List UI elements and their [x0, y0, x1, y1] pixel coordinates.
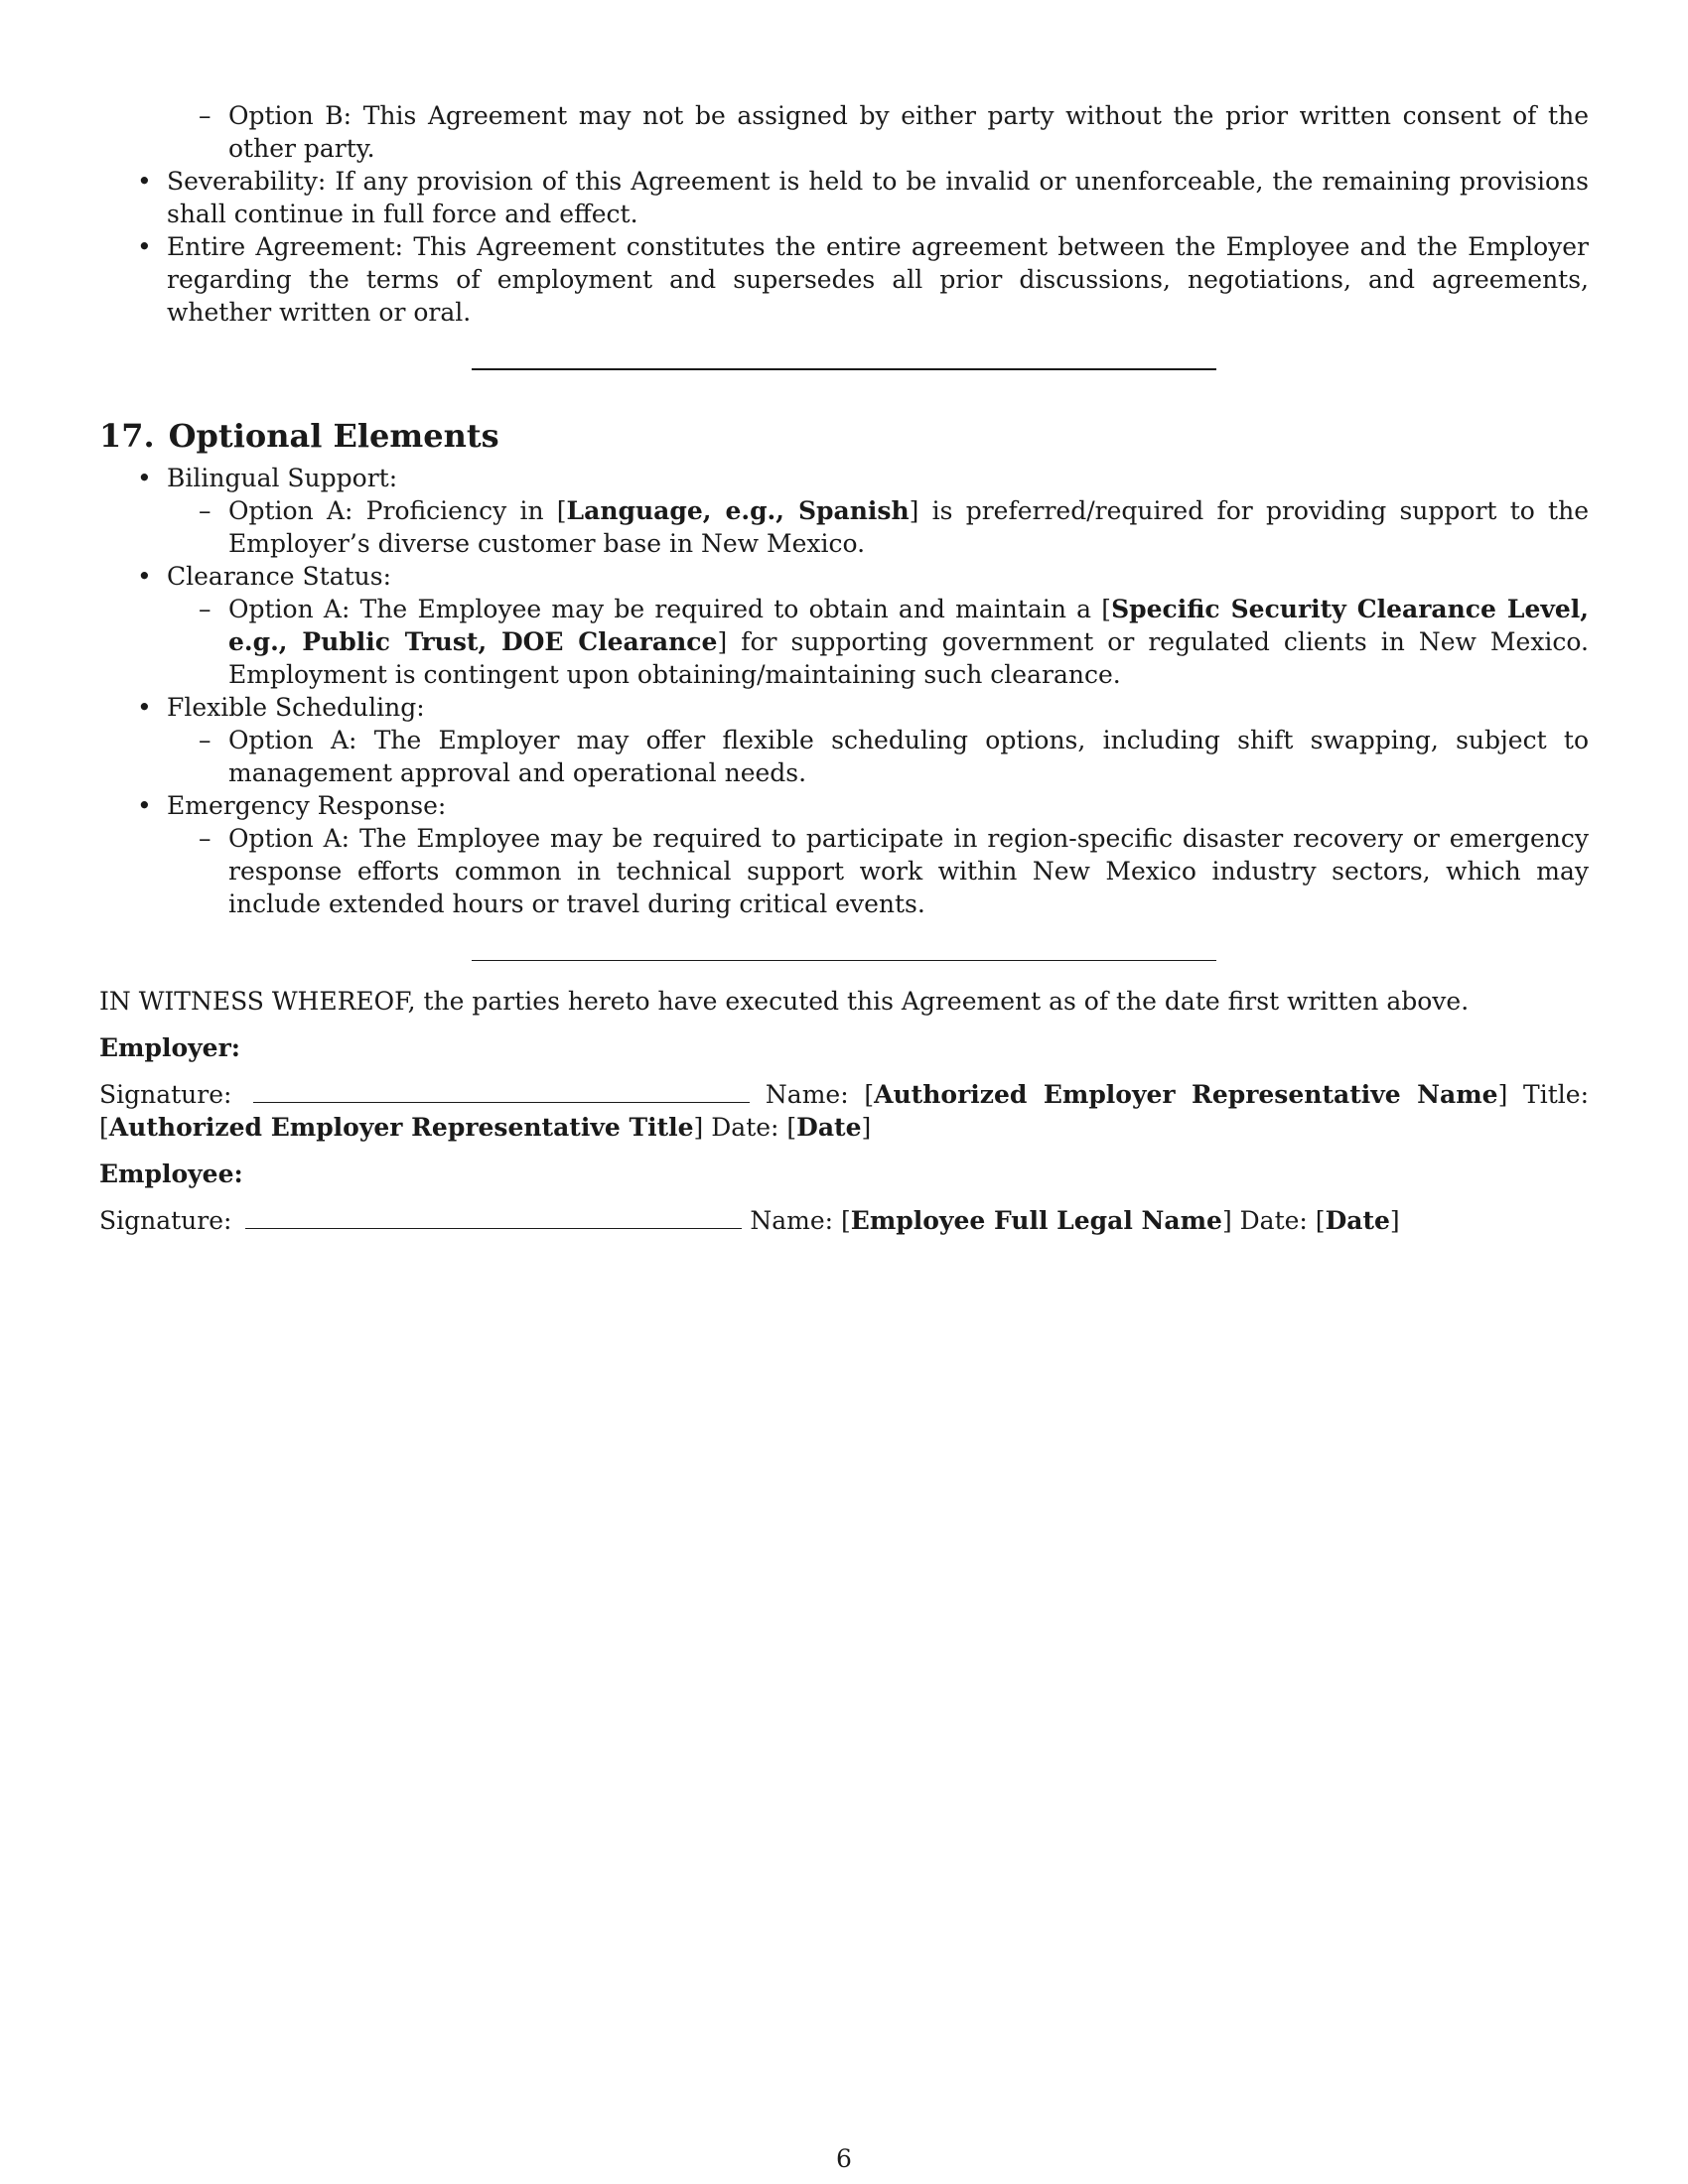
- witness-statement: IN WITNESS WHEREOF, the parties hereto have executed this Agreement as of the date first written above.: [99, 987, 1470, 1016]
- emergency-option-a: [99, 822, 1589, 920]
- employer-label: Employer:: [99, 1033, 240, 1062]
- employee-label: Employee:: [99, 1160, 243, 1188]
- option-b-item: [99, 99, 1589, 165]
- employer-title-label: ] Title: [: [99, 1080, 1589, 1142]
- employer-signature-block: [99, 1078, 1589, 1144]
- section-title: Optional Elements: [168, 417, 499, 455]
- section-divider: [472, 368, 1216, 370]
- page-number: 6: [836, 2144, 852, 2173]
- flexible-text: Option A: The Employer may offer flexible scheduling options, including shift swapping, subject to management approval and operational needs.: [228, 726, 1589, 787]
- employer-close-bracket: ]: [861, 1113, 872, 1142]
- clearance-level-placeholder: Specific Security Clearance Level, e.g., Public Trust, DOE Clearance: [228, 595, 1589, 656]
- bilingual-text-pre: Option A: Proficiency in [: [228, 496, 567, 525]
- employee-name-label: Name: [: [750, 1206, 851, 1235]
- clearance-status-item: [99, 560, 1589, 593]
- clearance-text-post: ] for supporting government or regulated clients in New Mexico. Employment is contingent upon obtaining/maintaining such clearance.: [228, 627, 1589, 689]
- emergency-response-item: [99, 789, 1589, 822]
- section-17-heading: [99, 416, 1589, 456]
- employer-name-placeholder: Authorized Employer Representative Name: [874, 1080, 1498, 1109]
- emergency-response-label: Emergency Response:: [167, 791, 447, 820]
- language-placeholder: Language, e.g., Spanish: [566, 496, 910, 525]
- bilingual-text-post: ] is preferred/required for providing support to the Employer’s diverse customer base in New Mexico.: [228, 496, 1589, 558]
- section-number: 17.: [99, 417, 155, 455]
- employer-date-placeholder: Date: [796, 1113, 862, 1142]
- flexible-scheduling-label: Flexible Scheduling:: [167, 693, 425, 722]
- clearance-status-label: Clearance Status:: [167, 562, 392, 591]
- optional-elements-list: [99, 462, 1589, 920]
- entire-agreement-item: [99, 230, 1589, 329]
- continued-provisions-list: [99, 99, 1589, 329]
- employee-signature-line[interactable]: [245, 1206, 742, 1229]
- emergency-text: Option A: The Employee may be required to participate in region-specific disaster recovery or emergency response efforts common in technical support work within New Mexico industry sectors, which may include extended hours or travel during critical events.: [228, 824, 1589, 918]
- employer-name-label: Name: [: [765, 1080, 875, 1109]
- clearance-option-a: [99, 593, 1589, 691]
- option-b-text: Option B: This Agreement may not be assigned by either party without the prior written consent of the other party.: [228, 101, 1589, 163]
- clearance-text-pre: Option A: The Employee may be required to obtain and maintain a [: [228, 595, 1112, 623]
- flexible-option-a: [99, 724, 1589, 789]
- employee-name-placeholder: Employee Full Legal Name: [850, 1206, 1222, 1235]
- entire-agreement-text: Entire Agreement: This Agreement constitutes the entire agreement between the Employee and the Employer regarding the terms of employment and supersedes all prior discussions, negotiations, and agreements, whether written or oral.: [167, 232, 1589, 327]
- employer-signature-label: Signature:: [99, 1080, 232, 1109]
- bilingual-support-label: Bilingual Support:: [167, 464, 398, 492]
- severability-text: Severability: If any provision of this Agreement is held to be invalid or unenforceable, the remaining provisions shall continue in full force and effect.: [167, 167, 1589, 228]
- employee-signature-block: [99, 1204, 1589, 1237]
- employee-close-bracket: ]: [1389, 1206, 1400, 1235]
- employee-date-label: ] Date: [: [1221, 1206, 1326, 1235]
- document-page: [99, 99, 1589, 1237]
- employer-title-placeholder: Authorized Employer Representative Title: [108, 1113, 694, 1142]
- employee-date-placeholder: Date: [1325, 1206, 1390, 1235]
- bilingual-support-item: [99, 462, 1589, 494]
- employee-signature-label: Signature:: [99, 1206, 232, 1235]
- employer-date-label: ] Date: [: [693, 1113, 797, 1142]
- witness-divider: [472, 960, 1216, 961]
- flexible-scheduling-item: [99, 691, 1589, 724]
- severability-item: [99, 165, 1589, 230]
- employer-signature-line[interactable]: [253, 1080, 750, 1103]
- bilingual-option-a: [99, 494, 1589, 560]
